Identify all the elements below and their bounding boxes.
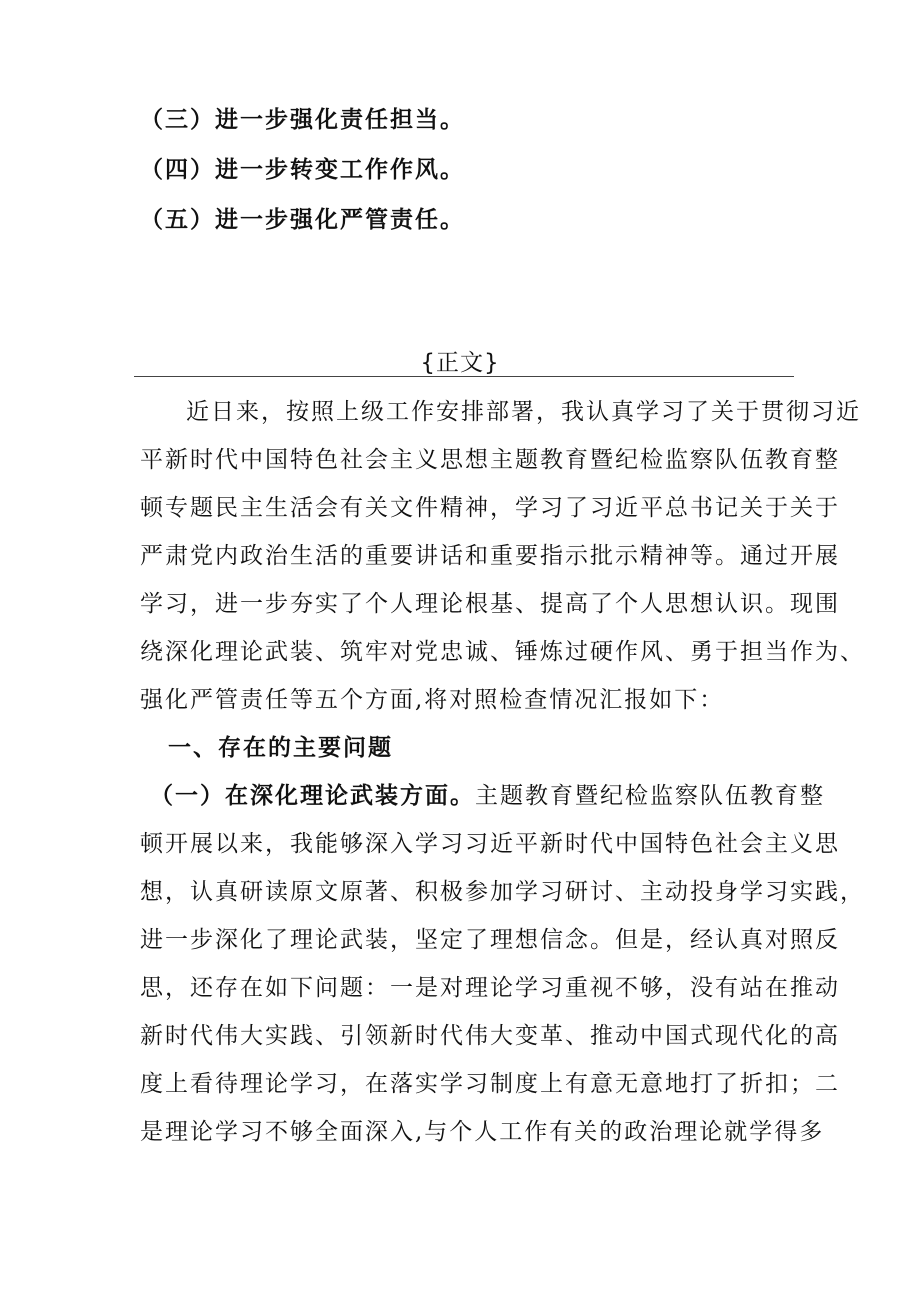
intro-line: 近日来，按照上级工作安排部署，我认真学习了关于贯彻习近 <box>186 399 861 425</box>
intro-line: 顿专题民主生活会有关文件精神，学习了习近平总书记关于关于 <box>140 495 840 521</box>
zhengwen-title: {正文} <box>420 350 500 376</box>
subsection-line: 想，认真研读原文原著、积极参加学习研讨、主动投身学习实践， <box>140 879 865 905</box>
item-heading-4: （四）进一步转变工作作风。 <box>140 156 465 183</box>
intro-line: 严肃党内政治生活的重要讲话和重要指示批示精神等。通过开展 <box>140 543 840 569</box>
item-heading-3: （三）进一步强化责任担当。 <box>140 106 465 133</box>
item-heading-5: （五）进一步强化严管责任。 <box>140 206 465 233</box>
subsection-first-line-text: 主题教育暨纪检监察队伍教育整 <box>475 783 825 809</box>
subsection-line: 新时代伟大实践、引领新时代伟大变革、推动中国式现代化的高 <box>140 1023 840 1049</box>
section-heading: 一、存在的主要问题 <box>168 734 393 761</box>
intro-line: 绕深化理论武装、筑牢对党忠诚、锤炼过硬作风、勇于担当作为、 <box>140 639 865 665</box>
subsection-line: 是理论学习不够全面深入,与个人工作有关的政治理论就学得多 <box>140 1119 825 1145</box>
intro-line: 平新时代中国特色社会主义思想主题教育暨纪检监察队伍教育整 <box>140 447 840 473</box>
intro-line: 学习，进一步夯实了个人理论根基、提高了个人思想认识。现围 <box>140 591 840 617</box>
title-underline <box>134 376 794 377</box>
subsection-first-line <box>150 781 825 811</box>
subsection-line: 进一步深化了理论武装，坚定了理想信念。但是，经认真对照反 <box>140 927 840 953</box>
subsection-title: （一）在深化理论武装方面。 <box>150 782 475 809</box>
subsection-line: 度上看待理论学习，在落实学习制度上有意无意地打了折扣；二 <box>140 1071 840 1097</box>
intro-line: 强化严管责任等五个方面,将对照检查情况汇报如下： <box>140 687 725 713</box>
subsection-line: 顿开展以来，我能够深入学习习近平新时代中国特色社会主义思 <box>140 831 840 857</box>
subsection-line: 思，还存在如下问题：一是对理论学习重视不够，没有站在推动 <box>140 975 840 1001</box>
